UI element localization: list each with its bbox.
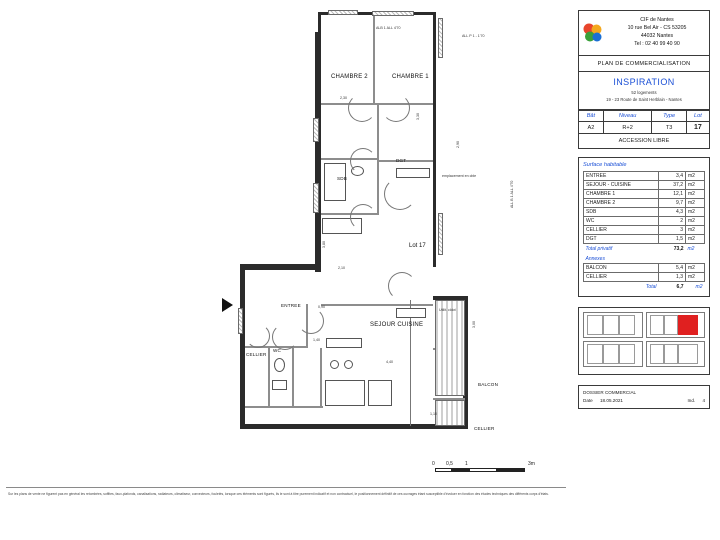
- key-plan-level-upper-right[interactable]: [646, 312, 706, 338]
- program-block: [578, 72, 710, 110]
- wall: [377, 104, 379, 160]
- surface-value: 3: [659, 226, 686, 235]
- wall: [268, 346, 270, 408]
- window: [328, 10, 358, 15]
- surface-unit: m2: [686, 172, 705, 181]
- room-label-sejour-cuisine: SEJOUR CUISINE: [370, 322, 424, 328]
- room-label-chambre-1: CHAMBRE 1: [392, 74, 429, 80]
- annex-value: 1,3: [659, 273, 686, 282]
- annotation: ALB 1 ALL 4'70: [376, 26, 401, 30]
- company-address2: 44032 Nantes: [640, 33, 674, 39]
- door-swing: [350, 148, 376, 174]
- wall: [320, 348, 322, 408]
- annex-row: [584, 273, 705, 282]
- company-name: CIF de Nantes: [640, 17, 674, 24]
- surface-unit: m2: [686, 217, 705, 226]
- door-swing: [272, 324, 298, 350]
- room-label-cellier: CELLIER: [246, 352, 267, 357]
- room-label-chambre-2: CHAMBRE 2: [331, 74, 368, 80]
- access-label: ACCESSION LIBRE: [578, 134, 710, 149]
- closet-fixture: [396, 168, 430, 178]
- document-footer: [578, 385, 710, 409]
- room-label-balcon: BALCON: [478, 382, 499, 387]
- footer-title: DOSSIER COMMERCIAL: [583, 390, 637, 396]
- surface-label: DGT: [584, 235, 659, 244]
- cif-logo-icon: [582, 22, 604, 44]
- surface-label: CHAMBRE 2: [584, 199, 659, 208]
- wall: [433, 12, 436, 267]
- annex-label: CELLIER: [584, 273, 659, 282]
- room-label-sdb: SDB: [337, 176, 348, 181]
- kitchen-unit: [325, 380, 365, 406]
- window: [438, 213, 443, 255]
- wall: [240, 424, 468, 429]
- window: [313, 183, 319, 213]
- kitchen-unit: [368, 380, 392, 406]
- door-swing: [350, 204, 376, 230]
- value-lot: 17: [686, 122, 709, 134]
- value-type: T3: [652, 122, 686, 134]
- grand-total-row: [584, 282, 705, 292]
- room-label-cellier-annex: CELLIER: [474, 426, 495, 431]
- surface-title: Surface habitable: [583, 162, 627, 169]
- surface-value: 2: [659, 217, 686, 226]
- cellier-annex-floor: [435, 400, 465, 426]
- dimension: 3,80: [322, 241, 326, 248]
- col-header-niveau: Niveau: [603, 111, 652, 122]
- surface-unit: m2: [686, 190, 705, 199]
- room-label-dgt: DGT: [396, 158, 407, 163]
- total-private-row: [584, 244, 705, 254]
- surface-value: 4,3: [659, 208, 686, 217]
- wall: [292, 346, 294, 408]
- window: [238, 308, 243, 334]
- surface-unit: m2: [686, 181, 705, 190]
- surface-row: [584, 226, 705, 235]
- surface-label: ENTREE: [584, 172, 659, 181]
- divider: [6, 487, 566, 488]
- room-label-wc: WC: [273, 348, 282, 353]
- wall: [240, 264, 318, 270]
- wall: [377, 160, 379, 215]
- key-plan-level-lower[interactable]: [583, 341, 643, 367]
- program-name: INSPIRATION: [613, 77, 675, 87]
- cooktop-fixture: [344, 360, 353, 369]
- dimension: 1,10: [430, 412, 437, 416]
- door-swing: [382, 94, 410, 122]
- surface-row: [584, 217, 705, 226]
- annotation: ALL P 1 - 1'70: [462, 34, 485, 38]
- door-swing: [298, 308, 324, 334]
- dimension: 1,40: [313, 338, 320, 342]
- scale-tick-1: 1: [465, 461, 468, 467]
- total-private-value: 73,2: [673, 246, 684, 253]
- lot-label: Lot 17: [409, 243, 426, 249]
- door-swing: [348, 94, 376, 122]
- dimension: 3,00: [472, 321, 476, 328]
- surface-row: [584, 199, 705, 208]
- footer-ind-label: Ind.: [687, 398, 696, 404]
- surface-row: [584, 181, 705, 190]
- value-bat: A2: [579, 122, 604, 134]
- surface-block: [578, 157, 710, 297]
- surface-unit: m2: [686, 226, 705, 235]
- balcony-floor: [435, 300, 465, 396]
- total-private-unit: m2: [687, 246, 695, 253]
- legal-disclaimer: Sur les plans de vente ne figurent pas en général les retombées, soffites, faux-plafonds, canalisations, radiateurs, climatiseur, convecteurs, fouletés, lorsque ces éléments sont figurés, ils le sont à titre purement indicatif et non contractuel, le positionnement définitif de ces ouvrages étant susceptible d'évoluer en fonction des études techniques des différents corps d'états.: [8, 492, 549, 496]
- surface-value: 37,2: [659, 181, 686, 190]
- value-niveau: R+2: [603, 122, 652, 134]
- dimension: 3,30: [416, 113, 420, 120]
- plan-type-label: PLAN DE COMMERCIALISATION: [578, 56, 710, 72]
- dimension: 2,30: [340, 96, 347, 100]
- footer-ind: 4: [702, 398, 705, 404]
- surface-row: [584, 208, 705, 217]
- surface-row: [584, 235, 705, 244]
- annexes-label: Annexes: [585, 256, 605, 263]
- closet-fixture: [396, 308, 426, 318]
- annotation: emplacement en cble: [442, 174, 477, 178]
- key-plan: [578, 307, 710, 375]
- total-private-label: Total privatif: [585, 246, 613, 253]
- door-swing: [384, 178, 416, 210]
- annotation: Utilit. cldot: [439, 308, 456, 312]
- door-swing: [388, 272, 416, 300]
- bathtub-fixture: [324, 163, 346, 201]
- annex-unit: m2: [686, 273, 705, 282]
- footer-date: 18.05.2021: [600, 398, 623, 404]
- annexes-header: [584, 253, 705, 264]
- wall: [410, 300, 411, 426]
- surface-unit: m2: [686, 208, 705, 217]
- annex-label: BALCON: [584, 264, 659, 273]
- key-plan-level-lower-right[interactable]: [646, 341, 706, 367]
- surface-value: 3,4: [659, 172, 686, 181]
- surface-unit: m2: [686, 235, 705, 244]
- annotation: ALL B 1 ALL 4'70: [510, 180, 514, 208]
- company-block: [578, 10, 710, 56]
- surface-row: [584, 172, 705, 181]
- company-address1: 10 rue Bel Air - CS 53205: [627, 25, 687, 32]
- surface-unit: m2: [686, 199, 705, 208]
- col-header-bat: Bât: [579, 111, 604, 122]
- scale-end-label: 3m: [528, 461, 535, 467]
- info-panel: [578, 10, 710, 409]
- dimension: 4,40: [386, 360, 393, 364]
- surface-value: 1,5: [659, 235, 686, 244]
- key-plan-level-upper[interactable]: [583, 312, 643, 338]
- wall: [315, 32, 321, 272]
- annex-row: [584, 264, 705, 273]
- dimension: 2,10: [338, 266, 345, 270]
- surface-value: 9,7: [659, 199, 686, 208]
- grand-total-value: 6,7: [676, 284, 684, 291]
- col-header-lot: Lot: [686, 111, 709, 122]
- surface-row: [584, 190, 705, 199]
- program-sub1: 52 logements: [631, 90, 657, 95]
- surface-label: SDB: [584, 208, 659, 217]
- footer-date-label: Date: [583, 398, 593, 404]
- window: [438, 18, 443, 58]
- col-header-type: Type: [652, 111, 686, 122]
- program-sub2: 19 - 23 Route de Saint Herblain - Nantes: [606, 96, 682, 102]
- wall: [245, 406, 323, 408]
- window: [313, 118, 319, 142]
- dimension: 0,90: [318, 305, 325, 309]
- door-swing: [246, 324, 270, 348]
- cooktop-fixture: [330, 360, 339, 369]
- lot-table: [578, 110, 710, 134]
- surface-label: CHAMBRE 1: [584, 190, 659, 199]
- floor-plan: [210, 8, 540, 458]
- toilet-fixture: [274, 358, 285, 372]
- dimension: 2,90: [456, 141, 460, 148]
- kitchen-counter: [326, 338, 362, 348]
- grand-total-label: Total: [645, 284, 657, 291]
- washbasin-fixture: [272, 380, 287, 390]
- grand-total-unit: m2: [695, 284, 703, 291]
- surface-label: CELLIER: [584, 226, 659, 235]
- surface-label: SEJOUR - CUISINE: [584, 181, 659, 190]
- scale-tick-05: 0,5: [446, 461, 453, 467]
- entrance-arrow-icon: [222, 298, 233, 312]
- wall: [318, 12, 321, 34]
- entrance-label: ENTREE: [281, 303, 301, 308]
- annex-unit: m2: [686, 264, 705, 273]
- wall: [321, 304, 433, 306]
- surface-value: 12,1: [659, 190, 686, 199]
- surface-label: WC: [584, 217, 659, 226]
- annex-value: 5,4: [659, 264, 686, 273]
- company-phone: Tel : 02 40 99 40 90: [634, 40, 680, 47]
- wall: [373, 14, 375, 104]
- window: [372, 11, 414, 16]
- scale-tick-0: 0: [432, 461, 435, 467]
- scale-bar: [432, 462, 550, 472]
